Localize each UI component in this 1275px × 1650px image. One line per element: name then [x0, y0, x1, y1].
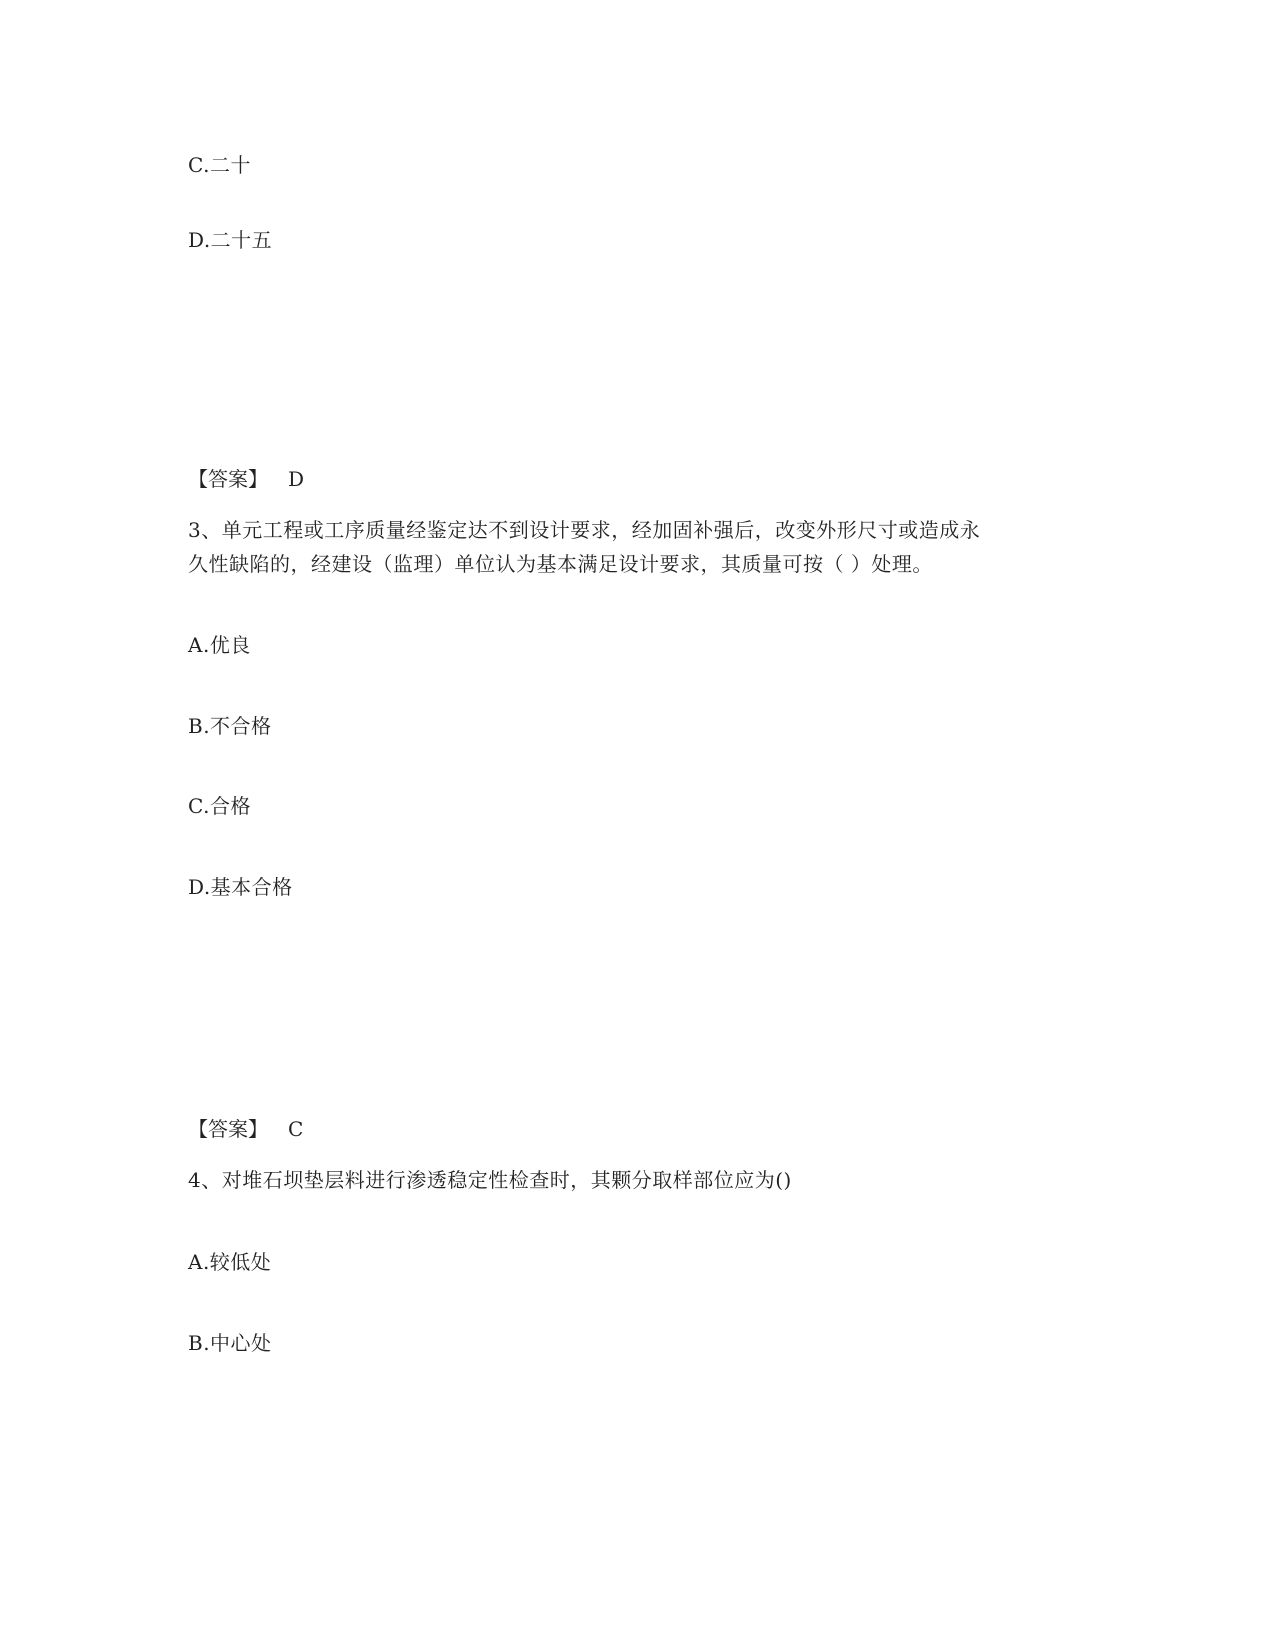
q3-answer [188, 1112, 303, 1146]
q3-option-b: B.不合格 [188, 714, 272, 738]
q3-option-d: D.基本合格 [188, 875, 293, 899]
q4-option-b: B.中心处 [188, 1331, 272, 1355]
q2-answer [188, 462, 304, 496]
q3-option-c: C.合格 [188, 794, 251, 818]
answer-value: C [288, 1117, 304, 1141]
q2-option-d: D.二十五 [188, 228, 273, 252]
q4-option-a: A.较低处 [188, 1250, 272, 1274]
q3-option-a: A.优良 [188, 633, 251, 657]
q4-question-text: 4、对堆石坝垫层料进行渗透稳定性检查时，其颗分取样部位应为() [188, 1168, 792, 1192]
answer-value: D [288, 467, 305, 491]
q2-option-c: C.二十 [188, 153, 251, 177]
q3-text-line2: 久性缺陷的，经建设（监理）单位认为基本满足设计要求，其质量可按（ ）处理。 [188, 552, 933, 576]
q3-question-text [188, 513, 1088, 581]
answer-label: 【答案】 [188, 1117, 268, 1141]
answer-label: 【答案】 [188, 467, 268, 491]
q3-text-line1: 3、单元工程或工序质量经鉴定达不到设计要求，经加固补强后，改变外形尺寸或造成永 [188, 518, 981, 542]
